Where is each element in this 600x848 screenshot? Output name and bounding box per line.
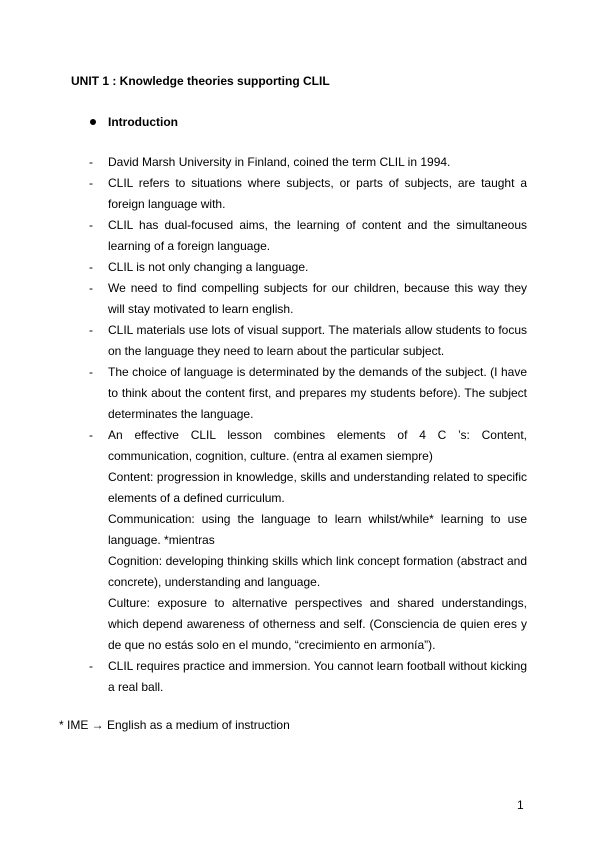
list-item-text: An effective CLIL lesson combines elements of 4 C ’s: Content, communication, cognition, culture. (entra al examen siempre) xyxy=(108,428,527,463)
section-heading xyxy=(90,114,178,130)
list-item-text: Culture: exposure to alternative perspectives and shared understandings, which depend awareness of otherness and self. (Consciencia de quien eres y de que no estás solo en el mundo, “crecimiento en armonía”). xyxy=(108,596,527,652)
footnote: * IME → English as a medium of instruction xyxy=(59,718,290,732)
list-item-text: CLIL is not only changing a language. xyxy=(108,260,309,274)
list-item xyxy=(89,362,527,425)
list-item-text: Communication: using the language to learn whilst/while* learning to use language. *mientras xyxy=(108,512,527,547)
list-item-text: CLIL requires practice and immersion. You cannot learn football without kicking a real ball. xyxy=(108,659,527,694)
list-item xyxy=(89,320,527,362)
list-item-text: CLIL has dual-focused aims, the learning of content and the simultaneous learning of a foreign language. xyxy=(108,218,527,253)
list-item-text: We need to find compelling subjects for our children, because this way they will stay motivated to learn english. xyxy=(108,281,527,316)
list-item xyxy=(89,257,527,278)
section-heading-label: Introduction xyxy=(108,115,178,129)
dash-bullet: - xyxy=(89,281,93,295)
list-item xyxy=(89,278,527,320)
list-item-text: David Marsh University in Finland, coined the term CLIL in 1994. xyxy=(108,155,451,169)
dash-bullet: - xyxy=(89,428,93,442)
list-item-text: Cognition: developing thinking skills which link concept formation (abstract and concrete), understanding and language. xyxy=(108,554,527,589)
list-item-text: The choice of language is determinated by the demands of the subject. (I have to think about the content first, and prepares my students before). The subject determinates the language. xyxy=(108,365,527,421)
bullet-icon xyxy=(90,119,96,125)
dash-bullet: - xyxy=(89,176,93,190)
dash-list xyxy=(89,152,527,698)
list-item xyxy=(89,215,527,257)
dash-bullet: - xyxy=(89,155,93,169)
dash-bullet: - xyxy=(89,365,93,379)
list-item xyxy=(89,152,527,173)
list-item-text: CLIL refers to situations where subjects, or parts of subjects, are taught a foreign language with. xyxy=(108,176,527,211)
list-item-text: Content: progression in knowledge, skills and understanding related to specific elements of a defined curriculum. xyxy=(108,470,527,505)
list-item-text: CLIL materials use lots of visual support. The materials allow students to focus on the language they need to learn about the particular subject. xyxy=(108,323,527,358)
list-item xyxy=(89,173,527,215)
document-title: UNIT 1 : Knowledge theories supporting CLIL xyxy=(71,74,330,88)
list-item xyxy=(89,425,527,656)
list-item xyxy=(89,656,527,698)
dash-bullet: - xyxy=(89,323,93,337)
page-number: 1 xyxy=(517,798,524,812)
dash-bullet: - xyxy=(89,659,93,673)
dash-bullet: - xyxy=(89,218,93,232)
dash-bullet: - xyxy=(89,260,93,274)
